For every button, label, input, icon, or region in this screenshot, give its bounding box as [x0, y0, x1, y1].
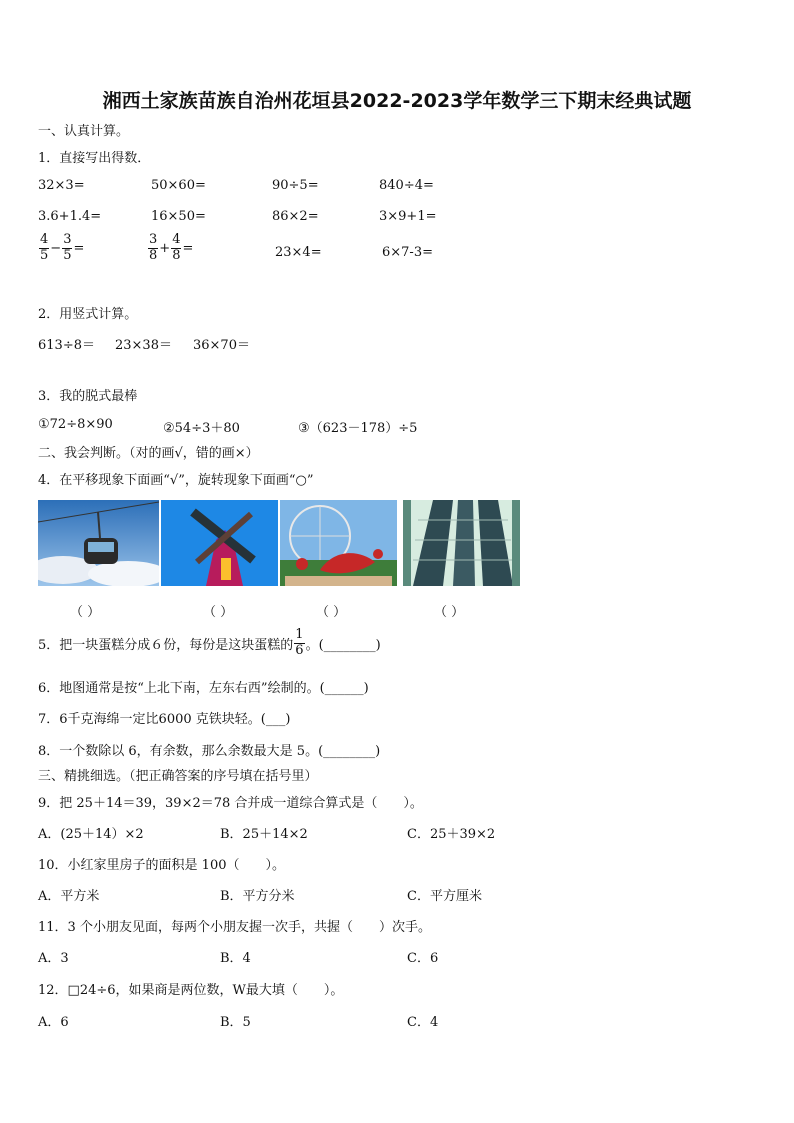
- option-c[interactable]: C．平方厘米: [407, 889, 482, 904]
- q1-item: 16×50=: [151, 209, 206, 224]
- fraction: [39, 233, 49, 264]
- cable-car-photo: [38, 500, 159, 586]
- denominator: 5: [63, 247, 72, 263]
- option-c[interactable]: C．6: [407, 951, 439, 966]
- option-a[interactable]: A．(25＋14）×2: [38, 827, 144, 842]
- answer-blank[interactable]: 。(________): [305, 637, 381, 653]
- q3-item: ②54÷3＋80: [163, 421, 240, 436]
- option-b[interactable]: B．4: [220, 951, 251, 966]
- operator: +: [159, 240, 171, 256]
- denominator: 8: [149, 247, 158, 263]
- answer-bracket[interactable]: （ ）: [70, 605, 101, 620]
- q2-item: 36×70＝: [193, 338, 250, 353]
- numerator: 3: [63, 232, 72, 247]
- question-3-label: 3．我的脱式最棒: [38, 389, 138, 404]
- answer-bracket[interactable]: （ ）: [316, 605, 347, 620]
- q1-item: 90÷5=: [272, 178, 319, 193]
- section-heading-3: 三、精挑细选。（把正确答案的序号填在括号里）: [38, 769, 318, 784]
- q1-item: 50×60=: [151, 178, 206, 193]
- option-c[interactable]: C．4: [407, 1015, 439, 1030]
- fraction: [62, 233, 72, 264]
- q1-item: 23×4=: [275, 245, 322, 260]
- q1-fraction-expression: [38, 233, 84, 264]
- option-b[interactable]: B．平方分米: [220, 889, 295, 904]
- q1-item: 3×9+1=: [379, 209, 437, 224]
- q2-item: 613÷8＝: [38, 338, 95, 353]
- question-6: 6．地图通常是按“上北下南，左东右西”绘制的。(______): [38, 681, 369, 696]
- equals-sign: =: [73, 240, 85, 256]
- numerator: 1: [295, 627, 304, 642]
- option-b[interactable]: B．25＋14×2: [220, 827, 308, 842]
- option-c[interactable]: C．25＋39×2: [407, 827, 496, 842]
- ferris-wheel-photo: [280, 500, 397, 586]
- page-title: 湘西土家族苗族自治州花垣县2022-2023学年数学三下期末经典试题: [102, 90, 692, 112]
- option-a[interactable]: A．平方米: [38, 889, 100, 904]
- q1-item: 840÷4=: [379, 178, 434, 193]
- answer-bracket[interactable]: （ ）: [434, 605, 465, 620]
- operator: −: [50, 240, 62, 256]
- numerator: 4: [40, 232, 49, 247]
- fraction: [294, 628, 304, 659]
- fraction: [148, 233, 158, 264]
- section-heading-1: 一、认真计算。: [38, 124, 130, 139]
- denominator: 5: [40, 247, 49, 263]
- question-5: [38, 628, 381, 659]
- question-7: 7．6千克海绵一定比6000 克铁块轻。(___): [38, 712, 291, 727]
- answer-bracket[interactable]: （ ）: [203, 605, 234, 620]
- q1-item: 86×2=: [272, 209, 319, 224]
- question-4-label: 4．在平移现象下面画“√”，旋转现象下面画“○”: [38, 473, 314, 488]
- equals-sign: =: [182, 240, 194, 256]
- question-10-stem: 10．小红家里房子的面积是 100（ ）。: [38, 858, 285, 873]
- option-a[interactable]: A．6: [38, 1015, 69, 1030]
- question-5-text: 5．把一块蛋糕分成６份，每份是这块蛋糕的: [38, 637, 294, 653]
- q1-item: 32×3=: [38, 178, 85, 193]
- question-8: 8．一个数除以 6，有余数，那么余数最大是 5。(________): [38, 744, 381, 759]
- q3-item: ③（623－178）÷5: [298, 421, 418, 436]
- q1-fraction-expression: [147, 233, 193, 264]
- question-1-label: 1．直接写出得数．: [38, 151, 151, 166]
- q3-item: ①72÷8×90: [38, 417, 113, 432]
- denominator: 8: [172, 247, 181, 263]
- fraction: [171, 233, 181, 264]
- question-11-stem: 11．3 个小朋友见面，每两个小朋友握一次手，共握（ ）次手。: [38, 920, 431, 935]
- escalator-photo: [403, 500, 520, 586]
- question-9-stem: 9．把 25＋14＝39，39×2＝78 合并成一道综合算式是（ ）。: [38, 796, 423, 811]
- q1-item: 3.6+1.4=: [38, 209, 102, 224]
- numerator: 4: [172, 232, 181, 247]
- q2-item: 23×38＝: [115, 338, 172, 353]
- q1-item: 6×7-3=: [382, 245, 433, 260]
- denominator: 6: [295, 642, 304, 658]
- question-12-stem: 12．□24÷6，如果商是两位数，W最大填（ ）。: [38, 983, 344, 998]
- windmill-illustration: [161, 500, 278, 586]
- question-2-label: 2．用竖式计算。: [38, 307, 138, 322]
- option-a[interactable]: A．3: [38, 951, 69, 966]
- section-heading-2: 二、我会判断。（对的画√，错的画×）: [38, 446, 259, 461]
- numerator: 3: [149, 232, 158, 247]
- option-b[interactable]: B．5: [220, 1015, 251, 1030]
